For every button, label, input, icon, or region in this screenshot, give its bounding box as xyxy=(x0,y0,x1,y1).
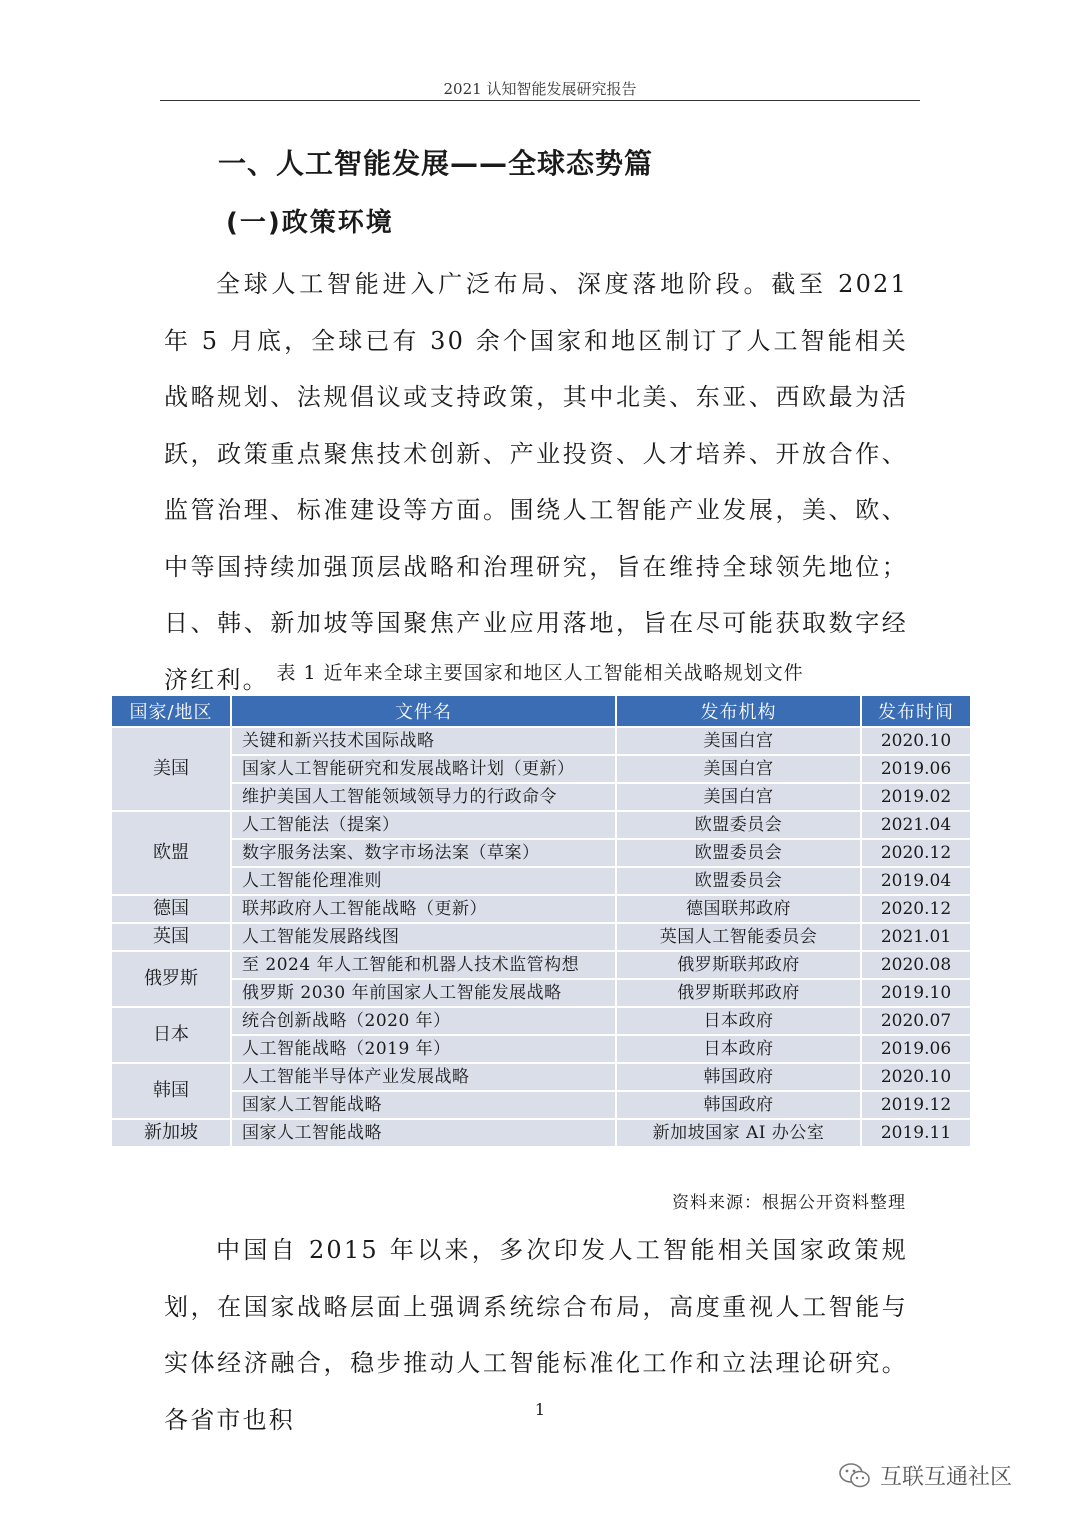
table-row xyxy=(111,783,971,811)
date-cell: 2020.12 xyxy=(861,895,971,923)
table-row xyxy=(111,755,971,783)
organization-cell: 俄罗斯联邦政府 xyxy=(616,979,861,1007)
document-cell: 国家人工智能研究和发展战略计划（更新） xyxy=(231,755,616,783)
country-cell: 新加坡 xyxy=(111,1119,231,1147)
organization-cell: 韩国政府 xyxy=(616,1091,861,1119)
organization-cell: 欧盟委员会 xyxy=(616,867,861,895)
document-cell: 维护美国人工智能领域领导力的行政命令 xyxy=(231,783,616,811)
document-cell: 人工智能半导体产业发展战略 xyxy=(231,1063,616,1091)
organization-cell: 欧盟委员会 xyxy=(616,811,861,839)
table-row xyxy=(111,839,971,867)
table-row xyxy=(111,727,971,755)
document-cell: 联邦政府人工智能战略（更新） xyxy=(231,895,616,923)
header-document: 文件名 xyxy=(231,695,616,727)
header-rule xyxy=(160,100,920,101)
wechat-icon xyxy=(838,1462,872,1490)
body-paragraph-2: 中国自 2015 年以来，多次印发人工智能相关国家政策规划，在国家战略层面上强调系统综合布局，高度重视人工智能与实体经济融合，稳步推动人工智能标准化工作和立法理论研究。各省市也积 xyxy=(164,1236,908,1434)
table-row xyxy=(111,811,971,839)
document-cell: 统合创新战略（2020 年） xyxy=(231,1007,616,1035)
country-cell: 俄罗斯 xyxy=(111,951,231,1007)
document-cell: 人工智能战略（2019 年） xyxy=(231,1035,616,1063)
table-caption: 表 1 近年来全球主要国家和地区人工智能相关战略规划文件 xyxy=(276,662,804,684)
header-country: 国家/地区 xyxy=(111,695,231,727)
country-cell: 欧盟 xyxy=(111,811,231,895)
date-cell: 2020.12 xyxy=(861,839,971,867)
organization-cell: 美国白宫 xyxy=(616,783,861,811)
date-cell: 2021.04 xyxy=(861,811,971,839)
organization-cell: 德国联邦政府 xyxy=(616,895,861,923)
table-row xyxy=(111,1091,971,1119)
section-heading: 一、人工智能发展——全球态势篇 xyxy=(218,147,654,180)
document-cell: 数字服务法案、数字市场法案（草案） xyxy=(231,839,616,867)
document-cell: 至 2024 年人工智能和机器人技术监管构想 xyxy=(231,951,616,979)
document-cell: 人工智能伦理准则 xyxy=(231,867,616,895)
date-cell: 2021.01 xyxy=(861,923,971,951)
date-cell: 2020.10 xyxy=(861,1063,971,1091)
date-cell: 2019.10 xyxy=(861,979,971,1007)
table-row xyxy=(111,867,971,895)
country-cell: 韩国 xyxy=(111,1063,231,1119)
date-cell: 2019.12 xyxy=(861,1091,971,1119)
header-date: 发布时间 xyxy=(861,695,971,727)
date-cell: 2020.07 xyxy=(861,1007,971,1035)
watermark-text: 互联互通社区 xyxy=(880,1465,1013,1490)
table-row xyxy=(111,923,971,951)
table-row xyxy=(111,1007,971,1035)
table-row xyxy=(111,1063,971,1091)
organization-cell: 美国白宫 xyxy=(616,727,861,755)
organization-cell: 新加坡国家 AI 办公室 xyxy=(616,1119,861,1147)
table-row xyxy=(111,979,971,1007)
table-row xyxy=(111,1119,971,1147)
country-cell: 日本 xyxy=(111,1007,231,1063)
table-header-row xyxy=(111,695,971,727)
organization-cell: 日本政府 xyxy=(616,1035,861,1063)
date-cell: 2019.02 xyxy=(861,783,971,811)
country-cell: 美国 xyxy=(111,727,231,811)
date-cell: 2019.04 xyxy=(861,867,971,895)
date-cell: 2019.06 xyxy=(861,755,971,783)
document-cell: 国家人工智能战略 xyxy=(231,1119,616,1147)
header-organization: 发布机构 xyxy=(616,695,861,727)
organization-cell: 欧盟委员会 xyxy=(616,839,861,867)
document-cell: 人工智能法（提案） xyxy=(231,811,616,839)
organization-cell: 韩国政府 xyxy=(616,1063,861,1091)
organization-cell: 日本政府 xyxy=(616,1007,861,1035)
document-cell: 俄罗斯 2030 年前国家人工智能发展战略 xyxy=(231,979,616,1007)
strategy-documents-table xyxy=(110,694,972,1148)
organization-cell: 英国人工智能委员会 xyxy=(616,923,861,951)
body-paragraph-1: 全球人工智能进入广泛布局、深度落地阶段。截至 2021 年 5 月底，全球已有 30 余个国家和地区制订了人工智能相关战略规划、法规倡议或支持政策，其中北美、东亚、西欧最为活跃，政策重点聚焦技术创新、产业投资、人才培养、开放合作、监管治理、标准建设等方面。围绕人工智能产业发展，美、欧、中等国持续加强顶层战略和治理研究，旨在维持全球领先地位；日、韩、新加坡等国聚焦产业应用落地，旨在尽可能获取数字经济红利。 xyxy=(164,270,908,694)
country-cell: 德国 xyxy=(111,895,231,923)
table-row xyxy=(111,1035,971,1063)
document-cell: 关键和新兴技术国际战略 xyxy=(231,727,616,755)
organization-cell: 俄罗斯联邦政府 xyxy=(616,951,861,979)
date-cell: 2020.10 xyxy=(861,727,971,755)
document-cell: 国家人工智能战略 xyxy=(231,1091,616,1119)
page-number: 1 xyxy=(534,1400,546,1419)
table-row xyxy=(111,951,971,979)
date-cell: 2019.06 xyxy=(861,1035,971,1063)
table-source-note: 资料来源：根据公开资料整理 xyxy=(672,1193,906,1213)
running-header: 2021 认知智能发展研究报告 xyxy=(443,80,637,98)
watermark xyxy=(838,1460,1012,1491)
date-cell: 2019.11 xyxy=(861,1119,971,1147)
date-cell: 2020.08 xyxy=(861,951,971,979)
document-cell: 人工智能发展路线图 xyxy=(231,923,616,951)
table-row xyxy=(111,895,971,923)
subsection-heading: (一)政策环境 xyxy=(226,208,394,238)
organization-cell: 美国白宫 xyxy=(616,755,861,783)
country-cell: 英国 xyxy=(111,923,231,951)
